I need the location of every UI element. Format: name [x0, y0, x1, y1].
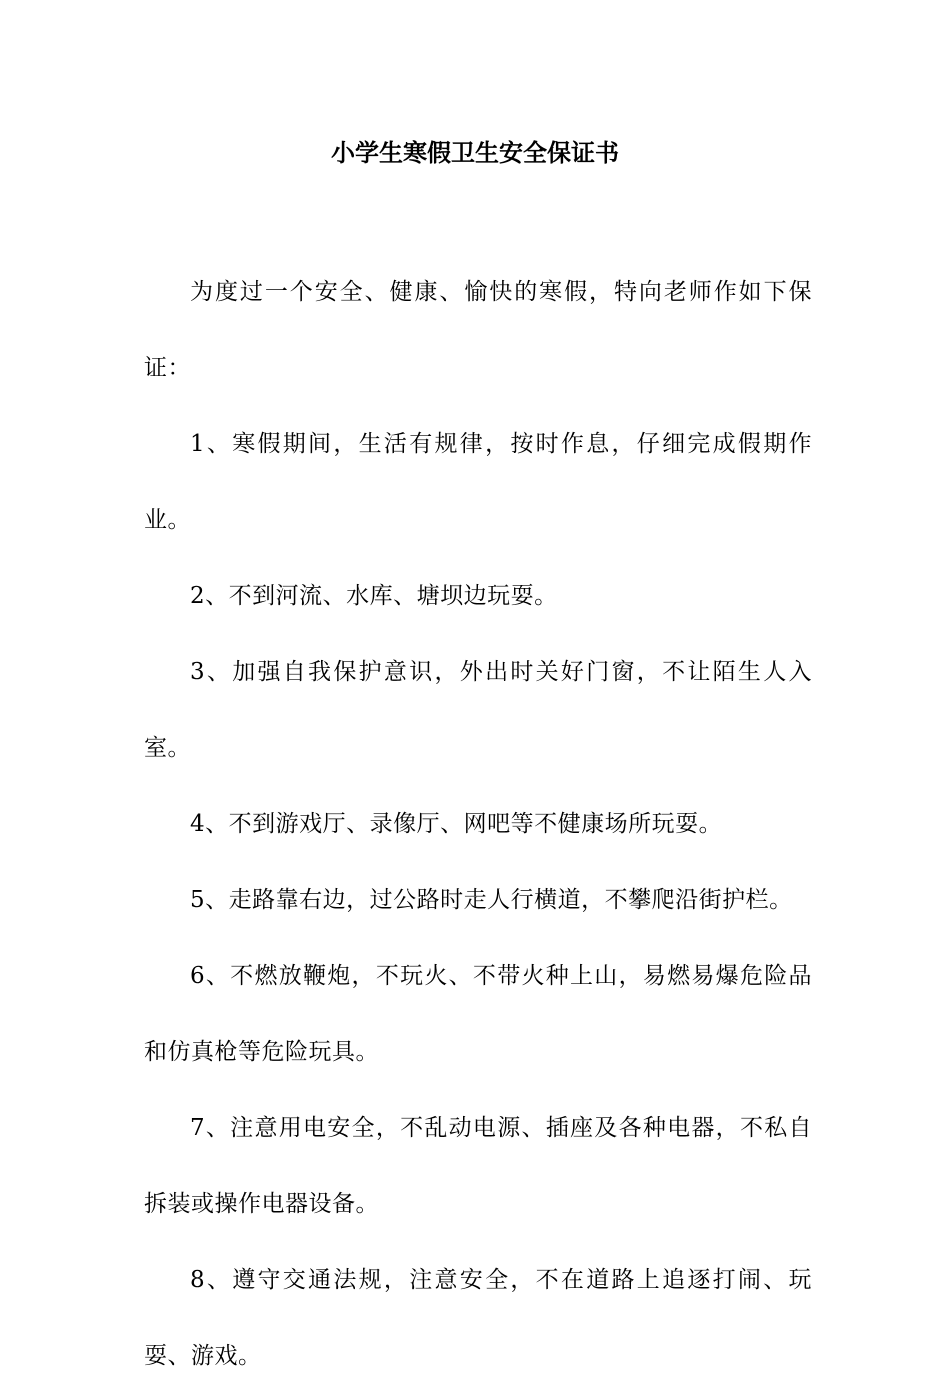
document-title: 小学生寒假卫生安全保证书 — [331, 138, 619, 167]
pledge-item-8: 8、遵守交通法规，注意安全，不在道路上追逐打闹、玩耍、游戏。 — [144, 1267, 812, 1369]
document-body — [144, 254, 812, 1394]
intro-paragraph: 为度过一个安全、健康、愉快的寒假，特向老师作如下保证： — [144, 279, 812, 381]
pledge-item-4: 4、不到游戏厅、录像厅、网吧等不健康场所玩耍。 — [190, 811, 723, 837]
pledge-item-1: 1、寒假期间，生活有规律，按时作息，仔细完成假期作业。 — [144, 431, 812, 533]
pledge-item-6: 6、不燃放鞭炮，不玩火、不带火种上山，易燃易爆危险品和仿真枪等危险玩具。 — [144, 963, 812, 1065]
pledge-item-5: 5、走路靠右边，过公路时走人行横道，不攀爬沿街护栏。 — [190, 887, 793, 913]
pledge-item-3: 3、加强自我保护意识，外出时关好门窗，不让陌生人入室。 — [144, 659, 812, 761]
pledge-item-2: 2、不到河流、水库、塘坝边玩耍。 — [190, 583, 558, 609]
pledge-item-7: 7、注意用电安全，不乱动电源、插座及各种电器，不私自拆装或操作电器设备。 — [144, 1115, 812, 1217]
